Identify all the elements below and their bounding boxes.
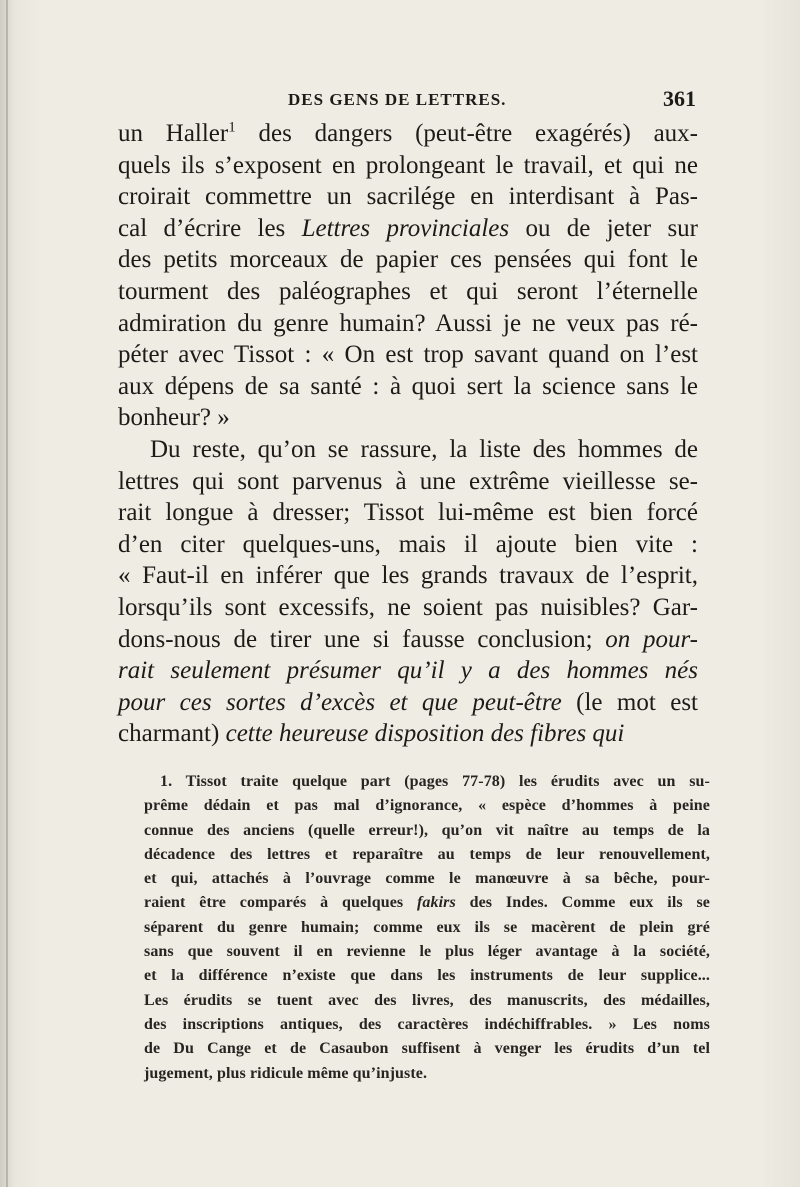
body-line [118, 118, 698, 150]
body-text-segment: croirait commettre un sacrilége en interdisant à Pas- [118, 183, 698, 211]
body-text-segment: Lettres provinciales [301, 214, 510, 242]
body-text-segment: lettres qui sont parvenus à une extrême vieillesse se- [118, 467, 698, 495]
footnote-line [144, 940, 710, 964]
footnote-text-segment: de Du Cange et de Casaubon suffisent à venger les érudits d’un tel [144, 1040, 710, 1058]
body-line [118, 529, 698, 561]
footnote-line [144, 916, 710, 940]
body-text-segment: lorsqu’ils sont excessifs, ne soient pas nuisibles? Gar- [118, 593, 698, 621]
body-text-segment: (le mot est [561, 688, 698, 716]
footnote-line [144, 891, 710, 915]
body-line [118, 466, 698, 498]
footnote-line [144, 770, 710, 794]
page-number: 361 [663, 86, 696, 111]
footnote-line [144, 964, 710, 988]
body-text-segment: 1 [228, 119, 236, 136]
body-text-segment: admiration du genre humain? Aussi je ne veux pas ré- [118, 309, 698, 337]
body-text-segment: rait seulement présumer qu’il y a des hommes nés [118, 657, 698, 685]
footnote-text-segment: connue des anciens (quelle erreur!), qu’on vit naître au temps de la [144, 821, 710, 839]
body-line [118, 371, 698, 403]
footnote-text-segment: et qui, attachés à l’ouvrage comme le manœuvre à sa bêche, pour- [144, 870, 710, 888]
footnote-text-segment: raient être comparés à quelques [144, 894, 417, 912]
footnote-line [144, 819, 710, 843]
footnote-text-segment: Les érudits se tuent avec des livres, des manuscrits, des médailles, [144, 991, 710, 1009]
body-line [118, 655, 698, 687]
footnote-text-segment: séparent du genre humain; comme eux ils se macèrent de plein gré [144, 918, 710, 936]
footnote-text-segment: et la différence n’existe que dans les instruments de leur supplice... [144, 967, 710, 985]
body-line [118, 276, 698, 308]
body-line [118, 181, 698, 213]
body-line [118, 718, 698, 750]
footnote-line [144, 794, 710, 818]
body-text-segment: ou de jeter sur [509, 214, 698, 242]
body-line [118, 497, 698, 529]
footnote [144, 770, 710, 1086]
footnote-text-segment: prême dédain et pas mal d’ignorance, « espèce d’hommes à peine [144, 797, 710, 815]
footnote-text-segment: sans que souvent il en revienne le plus léger avantage à la société, [144, 943, 710, 961]
footnote-line [144, 989, 710, 1013]
body-text-segment: Du reste, qu’on se rassure, la liste des hommes de [150, 435, 698, 463]
body-line [118, 687, 698, 719]
footnote-line [144, 1062, 710, 1086]
body-line [118, 434, 698, 466]
body-text-segment: rait longue à dresser; Tissot lui-même est bien forcé [118, 499, 698, 527]
body-line [118, 213, 698, 245]
body-line [118, 402, 698, 434]
main-text [118, 118, 698, 750]
body-text-segment: cette heureuse disposition des fibres qui [225, 720, 625, 748]
footnote-text-segment: 1. Tissot traite quelque part (pages 77-78) les érudits avec un su- [160, 773, 710, 790]
body-text-segment: charmant) [118, 720, 226, 748]
body-line [118, 150, 698, 182]
body-text-segment: bonheur? » [118, 404, 230, 432]
footnote-text-segment: décadence des lettres et reparaître au temps de leur renouvellement, [144, 845, 710, 863]
body-text-segment: dons-nous de tirer une si fausse conclusion; [118, 625, 606, 653]
body-text-segment: d’en citer quelques-uns, mais il ajoute bien vite : [118, 530, 698, 558]
body-text-segment: « Faut-il en inférer que les grands travaux de l’esprit, [118, 562, 698, 590]
footnote-line [144, 867, 710, 891]
body-line [118, 560, 698, 592]
body-text-segment: quels ils s’exposent en prolongeant le travail, et qui ne [118, 151, 698, 179]
body-text-segment: des dangers (peut-être exagérés) aux- [235, 120, 698, 147]
body-text-segment: aux dépens de sa santé : à quoi sert la science sans le [118, 372, 698, 400]
running-header [118, 86, 696, 116]
footnote-line [144, 1037, 710, 1061]
body-line [118, 244, 698, 276]
page-gutter-shadow [6, 0, 8, 1187]
body-line [118, 624, 698, 656]
body-line [118, 592, 698, 624]
body-text-segment: tourment des paléographes et qui seront l’éternelle [118, 277, 698, 305]
body-line [118, 339, 698, 371]
body-text-segment: un Haller [118, 120, 229, 147]
body-text-segment: péter avec Tissot : « On est trop savant quand on l’est [118, 341, 698, 369]
footnote-line [144, 843, 710, 867]
body-text-segment: pour ces sortes d’excès et que peut-être [118, 688, 562, 716]
body-text-segment: cal d’écrire les [118, 214, 302, 242]
body-text-segment: des petits morceaux de papier ces pensées qui font le [118, 246, 698, 274]
footnote-line [144, 1013, 710, 1037]
footnote-text-segment: des Indes. Comme eux ils se [455, 894, 710, 912]
body-line [118, 308, 698, 340]
footnote-text-segment: des inscriptions antiques, des caractères indéchiffrables. » Les noms [144, 1015, 710, 1033]
running-title: DES GENS DE LETTRES. [288, 90, 507, 109]
footnote-text-segment: fakirs [417, 894, 456, 912]
body-text-segment: on pour- [605, 625, 698, 653]
footnote-text-segment: jugement, plus ridicule même qu’injuste. [144, 1064, 428, 1082]
